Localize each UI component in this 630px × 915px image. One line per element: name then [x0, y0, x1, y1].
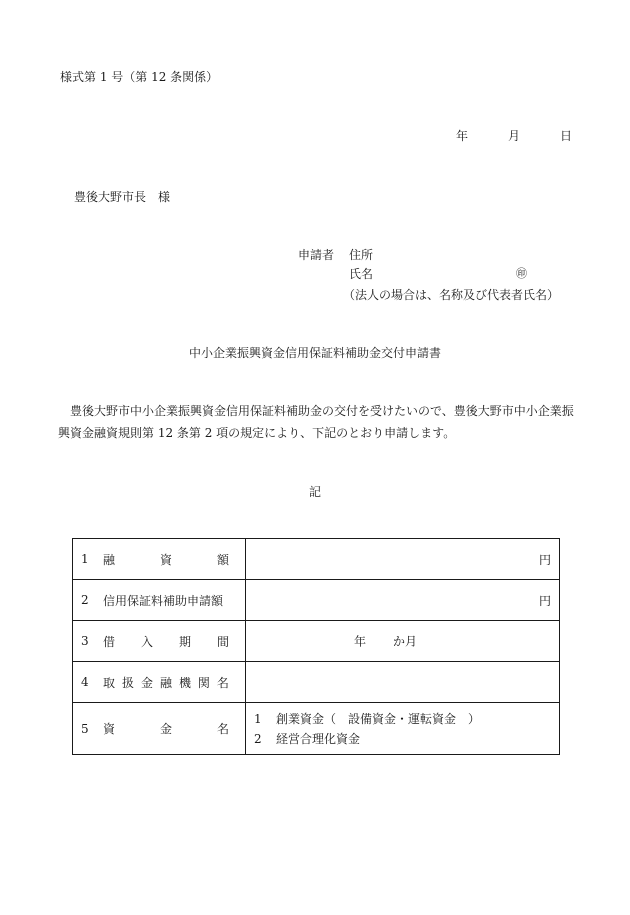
row-label: 融 資 額 — [103, 552, 229, 567]
row-number: 4 — [81, 675, 89, 689]
document-title: 中小企業振興資金信用保証料補助金交付申請書 — [188, 346, 441, 360]
addressee: 豊後大野市長 様 — [74, 190, 171, 204]
name-label: 氏名 — [349, 267, 374, 281]
unit-label: 円 — [538, 552, 551, 567]
row-number: 1 — [81, 552, 89, 566]
option-number: 1 — [254, 711, 262, 726]
row-number: 2 — [81, 593, 89, 607]
row-label-cell — [73, 539, 246, 580]
row-label-cell — [73, 662, 246, 703]
loan-amount-field[interactable] — [246, 539, 560, 580]
fund-type-field[interactable] — [246, 703, 560, 755]
loan-period-field[interactable] — [246, 621, 560, 662]
row-label: 借 入 期 間 — [103, 634, 229, 649]
option-number: 2 — [254, 731, 262, 746]
row-label-cell — [73, 580, 246, 621]
table-row — [73, 703, 560, 755]
row-number: 3 — [81, 634, 89, 648]
detail-table — [72, 538, 560, 755]
row-label-cell — [73, 703, 246, 755]
year-unit-label: 年 — [354, 634, 367, 649]
address-label: 住所 — [349, 248, 374, 262]
row-label: 取 扱 金 融 機 関 名 — [103, 675, 229, 690]
corporation-note: （法人の場合は、名称及び代表者氏名） — [343, 288, 560, 302]
date-year-label: 年 — [456, 129, 469, 143]
date-day-label: 日 — [560, 129, 573, 143]
table-row — [73, 662, 560, 703]
months-unit-label: か月 — [393, 634, 418, 649]
financial-institution-field[interactable] — [246, 662, 560, 703]
body-text: 豊後大野市中小企業振興資金信用保証料補助金の交付を受けたいので、豊後大野市中小企業振興資金融資規則第 12 条第 2 項の規定により、下記のとおり申請します。 — [58, 404, 574, 440]
ki-heading: 記 — [308, 485, 321, 499]
applicant-label: 申請者 — [298, 248, 335, 262]
form-number: 様式第 1 号（第 12 条関係） — [60, 70, 219, 84]
option-text: 創業資金（ 設備資金・運転資金 ） — [276, 711, 481, 726]
fund-option[interactable] — [246, 729, 559, 749]
row-number: 5 — [81, 721, 89, 736]
row-label: 資 金 名 — [103, 722, 229, 736]
row-label: 信用保証料補助申請額 — [103, 593, 224, 608]
seal-mark: ㊞ — [516, 267, 527, 280]
fund-option[interactable] — [246, 709, 559, 729]
table-row — [73, 539, 560, 580]
table-row — [73, 580, 560, 621]
option-text: 経営合理化資金 — [276, 731, 361, 746]
unit-label: 円 — [538, 593, 551, 608]
date-month-label: 月 — [508, 129, 521, 143]
guarantee-fee-field[interactable] — [246, 580, 560, 621]
table-row — [73, 621, 560, 662]
row-label-cell — [73, 621, 246, 662]
